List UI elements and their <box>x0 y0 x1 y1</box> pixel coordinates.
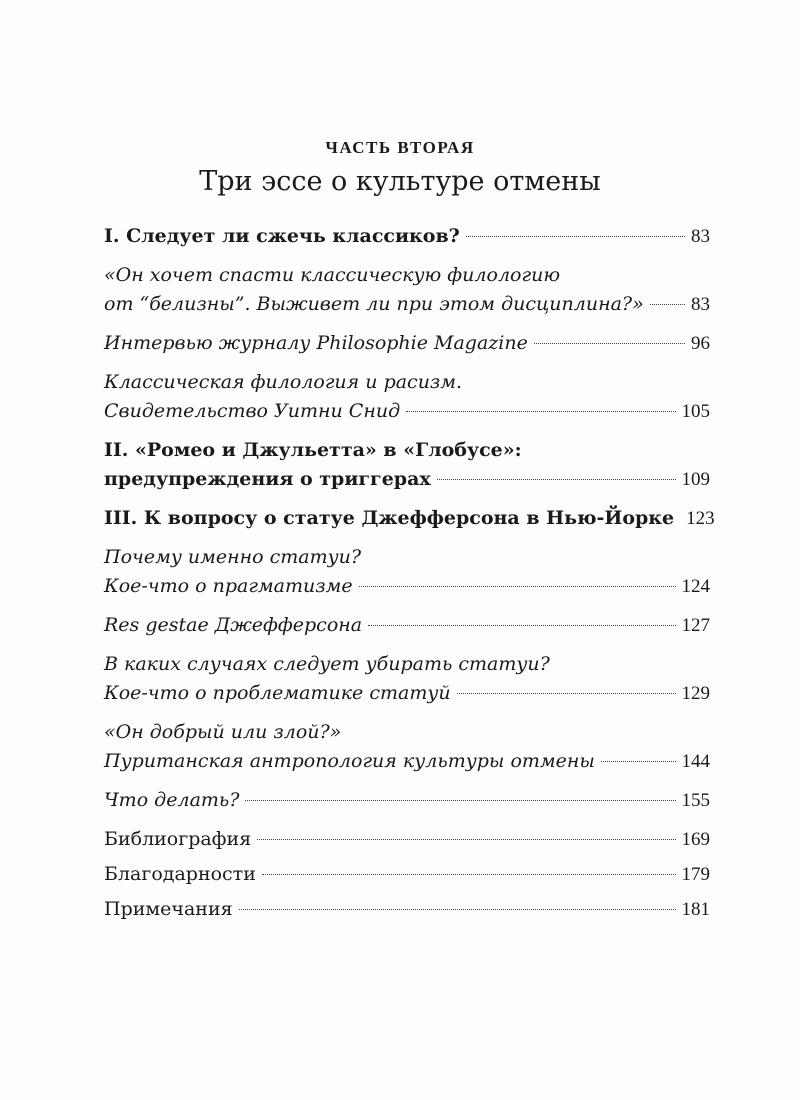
page-number: 124 <box>681 576 710 597</box>
page-number: 123 <box>686 508 715 529</box>
dot-leader <box>239 909 676 910</box>
dot-leader <box>359 586 676 587</box>
toc-entry <box>104 860 710 889</box>
dot-leader <box>457 693 676 694</box>
toc-entry-title: Интервью журналу Philosophie Magazine <box>104 332 528 354</box>
dot-leader <box>245 800 675 801</box>
toc-entry-title: Пуританская антропология культуры отмены <box>104 750 595 772</box>
toc-entry-line <box>104 718 710 747</box>
page-number: 96 <box>691 333 710 354</box>
toc-entry <box>104 261 710 319</box>
page-number: 169 <box>681 829 710 850</box>
toc-entry-line <box>104 895 710 924</box>
page-number: 83 <box>691 294 710 315</box>
toc-entry <box>104 368 710 426</box>
toc-entry-title: «Он добрый или злой?» <box>104 721 342 743</box>
toc-entry-line <box>104 290 710 319</box>
toc-entry-line <box>104 572 710 601</box>
page-number: 129 <box>681 683 710 704</box>
toc-entry <box>104 718 710 776</box>
toc-entry-title: предупреждения о триггерах <box>104 468 431 490</box>
toc-entry-title: II. «Ромео и Джульетта» в «Глобусе»: <box>104 439 522 461</box>
toc-entry-title: Почему именно статуи? <box>104 546 362 568</box>
toc-entry-line <box>104 611 710 640</box>
toc-entry <box>104 825 710 854</box>
toc-entry-line <box>104 261 710 290</box>
dot-leader <box>368 625 675 626</box>
page-number: 155 <box>681 790 710 811</box>
toc-entry-line <box>104 860 710 889</box>
toc-entry-line <box>104 650 710 679</box>
toc-entry-line <box>104 747 710 776</box>
dot-leader <box>262 874 676 875</box>
part-title: Три эссе о культуре отмены <box>199 166 601 197</box>
toc-entry-title: Благодарности <box>104 863 256 885</box>
toc-entry-title: В каких случаях следует убирать статуи? <box>104 653 550 675</box>
toc-entry <box>104 543 710 601</box>
part-label: ЧАСТЬ ВТОРАЯ <box>325 138 475 157</box>
page-number: 105 <box>681 401 710 422</box>
toc-entry-line <box>104 329 710 358</box>
toc-entry-title: Что делать? <box>104 789 240 811</box>
dot-leader <box>534 343 685 344</box>
page-number: 179 <box>681 864 710 885</box>
dot-leader <box>466 236 685 237</box>
toc-entry-line <box>104 679 710 708</box>
dot-leader <box>601 761 676 762</box>
toc-entry-line <box>104 504 715 533</box>
toc-entry <box>104 329 710 358</box>
toc-entry <box>104 650 710 708</box>
toc-entry-line <box>104 222 710 251</box>
toc-entry-title: Кое-что о прагматизме <box>104 575 353 597</box>
page-number: 181 <box>681 899 710 920</box>
toc-entry-title: Примечания <box>104 898 233 920</box>
toc-entry-title: Классическая филология и расизм. <box>104 371 463 393</box>
toc-entry-title: Свидетельство Уитни Снид <box>104 400 401 422</box>
toc-entry <box>104 436 710 494</box>
toc-entry-title: Библиография <box>104 828 252 850</box>
toc-entry-line <box>104 436 710 465</box>
toc-entry-line <box>104 825 710 854</box>
dot-leader <box>650 304 685 305</box>
toc-entry-title: I. Следует ли сжечь классиков? <box>104 225 460 247</box>
dot-leader <box>437 479 676 480</box>
toc-entry-line <box>104 368 710 397</box>
toc-entry-title: Res gestae Джефферсона <box>104 614 363 636</box>
toc-entry-line <box>104 397 710 426</box>
toc-entry-title: Кое-что о проблематике статуй <box>104 682 451 704</box>
toc-entry-line <box>104 786 710 815</box>
toc-entry <box>104 504 715 533</box>
page-number: 127 <box>681 615 710 636</box>
toc-entry-title: III. К вопросу о статуе Джефферсона в Нью-Йорке <box>104 507 675 529</box>
dot-leader <box>257 839 675 840</box>
page-number: 144 <box>681 751 710 772</box>
toc-entry <box>104 611 710 640</box>
toc-entry <box>104 222 710 251</box>
toc-entry-title: от “белизны”. Выживет ли при этом дисциплина?» <box>104 293 644 315</box>
toc-entry-title: «Он хочет спасти классическую филологию <box>104 264 561 286</box>
dot-leader <box>406 411 675 412</box>
toc-entry-line <box>104 543 710 572</box>
toc-entry <box>104 786 710 815</box>
page-number: 109 <box>681 469 710 490</box>
table-of-contents <box>104 222 715 930</box>
page-number: 83 <box>691 226 710 247</box>
toc-entry-line <box>104 465 710 494</box>
toc-entry <box>104 895 710 924</box>
